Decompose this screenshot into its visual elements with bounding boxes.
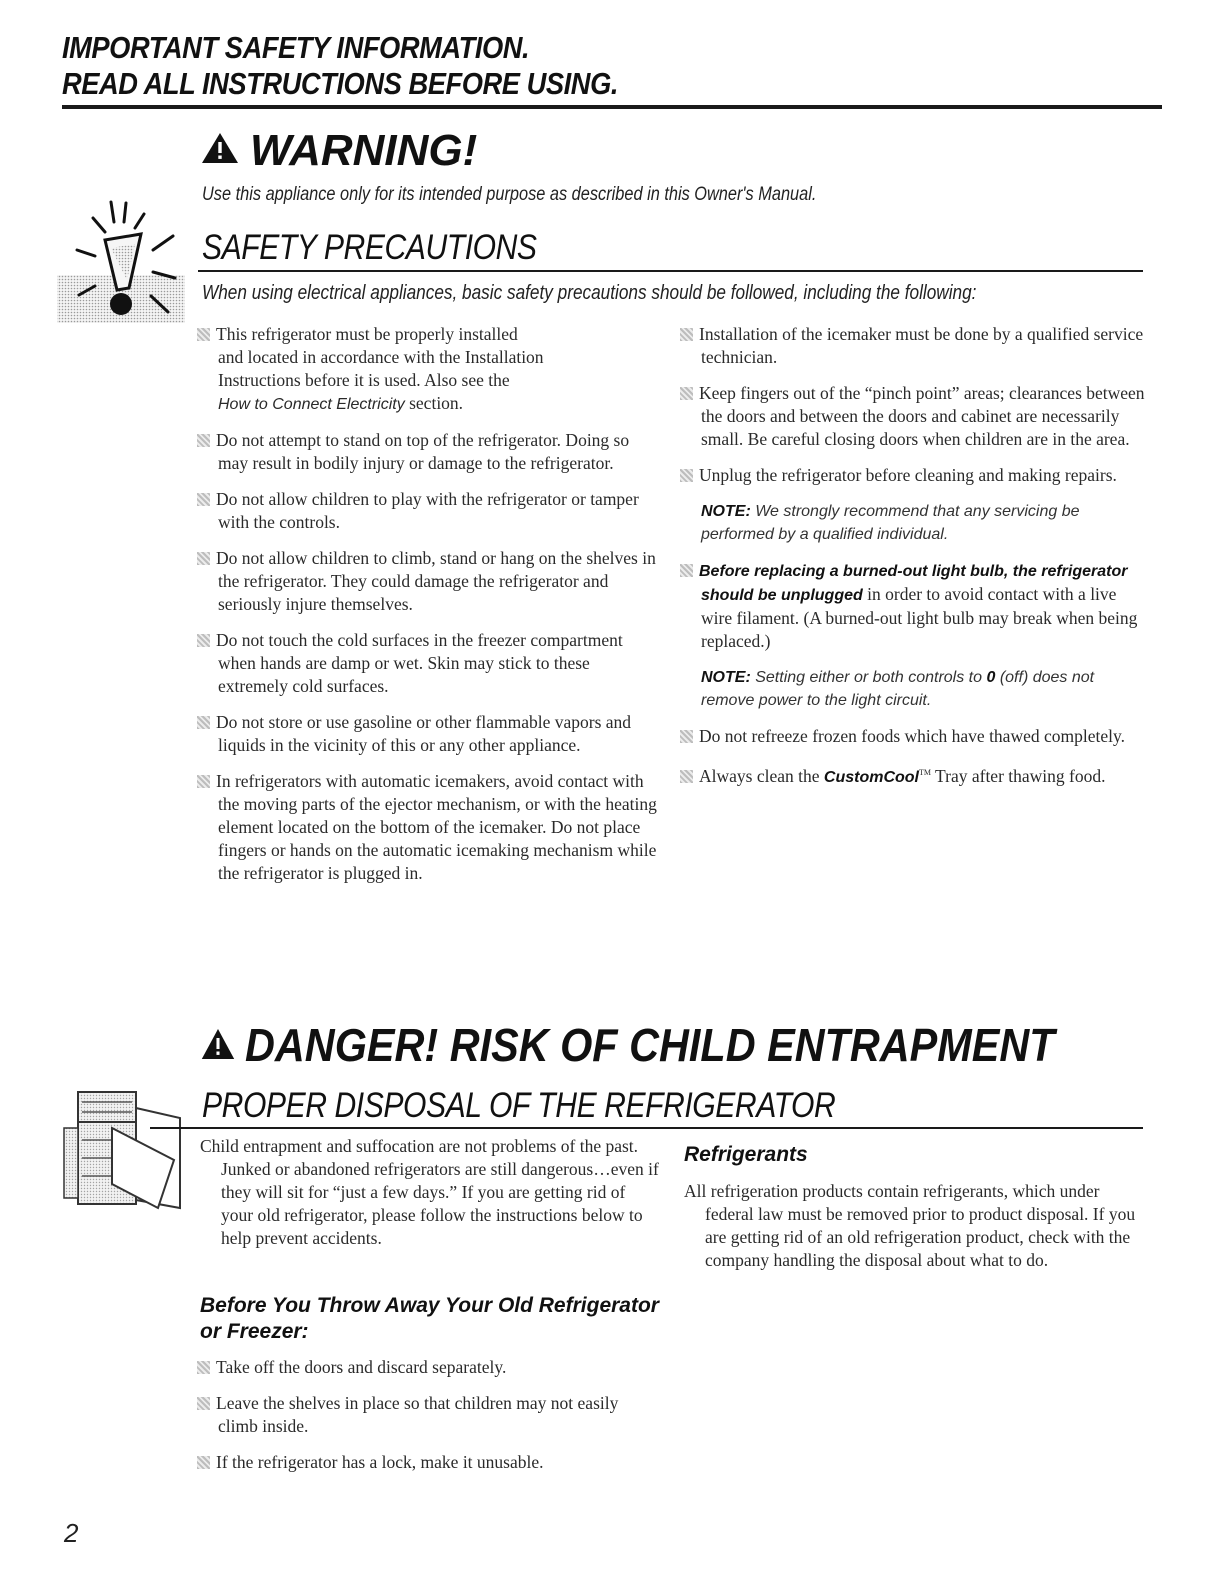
bullet-icon [680, 328, 693, 341]
list-item: Take off the doors and discard separately. [197, 1356, 657, 1379]
warning-subtitle: Use this appliance only for its intended purpose as described in this Owner's Manual. [202, 184, 817, 205]
warning-triangle-icon [200, 1027, 236, 1061]
warning-title-text: WARNING! [250, 126, 478, 175]
warning-triangle-icon [200, 131, 240, 165]
note-light-circuit: NOTE: Setting either or both controls to 0 (off) does not remove power to the light circuit. [701, 669, 1095, 709]
list-item: If the refrigerator has a lock, make it unusable. [197, 1451, 657, 1474]
page-number: 2 [64, 1518, 79, 1548]
list-item: Do not refreeze frozen foods which have thawed completely. [680, 725, 1150, 748]
exclamation-badge-icon [55, 200, 195, 325]
right-column [680, 323, 1150, 802]
bullet-icon [197, 1456, 210, 1469]
refrigerator-icon [56, 1088, 186, 1218]
bullet-icon [197, 434, 210, 447]
cross-reference: How to Connect Electricity [218, 396, 405, 413]
list-item: Installation of the icemaker must be done by a qualified service technician. [680, 323, 1150, 369]
bullet-icon [197, 552, 210, 565]
proper-disposal-title: PROPER DISPOSAL OF THE REFRIGERATOR [202, 1086, 836, 1125]
bullet-icon [197, 1361, 210, 1374]
left-column [197, 323, 659, 898]
header-line-2: READ ALL INSTRUCTIONS BEFORE USING. [62, 66, 618, 101]
note-servicing: NOTE: We strongly recommend that any servicing be performed by a qualified individual. [701, 503, 1080, 543]
throw-away-heading: Before You Throw Away Your Old Refrigerator or Freezer: [200, 1294, 659, 1343]
list-item: Do not allow children to play with the refrigerator or tamper with the controls. [197, 488, 659, 534]
safety-precautions-title: SAFETY PRECAUTIONS [202, 228, 537, 267]
warning-title [200, 126, 477, 176]
list-item: Do not attempt to stand on top of the refrigerator. Doing so may result in bodily injury or damage to the refrigerator. [197, 429, 659, 475]
bullet-icon [197, 775, 210, 788]
list-item: Always clean the CustomCool™ Tray after thawing food. [680, 761, 1150, 789]
safety-intro: When using electrical appliances, basic safety precautions should be followed, including the following: [202, 282, 977, 304]
list-item: Do not store or use gasoline or other flammable vapors and liquids in the vicinity of this or any other appliance. [197, 711, 659, 757]
bullet-icon [680, 469, 693, 482]
proper-disposal-rule [150, 1127, 1143, 1129]
list-item: Before replacing a burned-out light bulb, the refrigerator should be unplugged in order to avoid contact with a live wire filament. (A burned-out light bulb may break when being replaced.) [680, 559, 1150, 653]
refrigerants-text: All refrigeration products contain refrigerants, which under federal law must be removed prior to product disposal. If you are getting rid of an old refrigeration product, check with the company handling the disposal about what to do. [684, 1181, 1136, 1270]
list-item: Leave the shelves in place so that children may not easily climb inside. [197, 1392, 657, 1438]
danger-title-text: DANGER! RISK OF CHILD ENTRAPMENT [245, 1019, 1055, 1071]
bullet-icon [197, 1397, 210, 1410]
list-item: Do not allow children to climb, stand or hang on the shelves in the refrigerator. They could damage the refrigerator and seriously injure themselves. [197, 547, 659, 616]
bullet-icon [680, 770, 693, 783]
safety-precautions-rule [198, 270, 1143, 272]
bullet-icon [197, 328, 210, 341]
bullet-icon [680, 730, 693, 743]
list-item: In refrigerators with automatic icemakers, avoid contact with the moving parts of the ejector mechanism, or with the heating element located on the bottom of the icemaker. Do not place fingers or hands on the automatic icemaking mechanism while the refrigerator is plugged in. [197, 770, 659, 885]
bullet-icon [197, 716, 210, 729]
disposal-left-column [200, 1135, 660, 1260]
header-line-1: IMPORTANT SAFETY INFORMATION. [62, 30, 530, 65]
list-item: Do not touch the cold surfaces in the freezer compartment when hands are damp or wet. Skin may stick to these extremely cold surfaces. [197, 629, 659, 698]
refrigerants-column [684, 1180, 1144, 1282]
list-item: This refrigerator must be properly installed and located in accordance with the Installation Instructions before it is used. Also see the How to Connect Electricity section. [197, 323, 659, 416]
bullet-icon [680, 564, 693, 577]
disposal-intro: Child entrapment and suffocation are not problems of the past. Junked or abandoned refrigerators are still dangerous…even if they will sit for “just a few days.” If you are getting rid of your old refrigerator, please follow the instructions below to help prevent accidents. [200, 1136, 659, 1248]
bullet-icon [197, 634, 210, 647]
danger-title [200, 1020, 1055, 1070]
refrigerants-heading: Refrigerants [684, 1143, 808, 1166]
header-rule [62, 105, 1162, 109]
bullet-icon [197, 493, 210, 506]
list-item: Keep fingers out of the “pinch point” areas; clearances between the doors and between the doors and cabinet are necessarily small. Be careful closing doors when children are in the area. [680, 382, 1150, 451]
brand-name: CustomCool [823, 768, 919, 786]
list-item: Unplug the refrigerator before cleaning and making repairs. [680, 464, 1150, 487]
disposal-steps [197, 1356, 657, 1487]
bullet-icon [680, 387, 693, 400]
